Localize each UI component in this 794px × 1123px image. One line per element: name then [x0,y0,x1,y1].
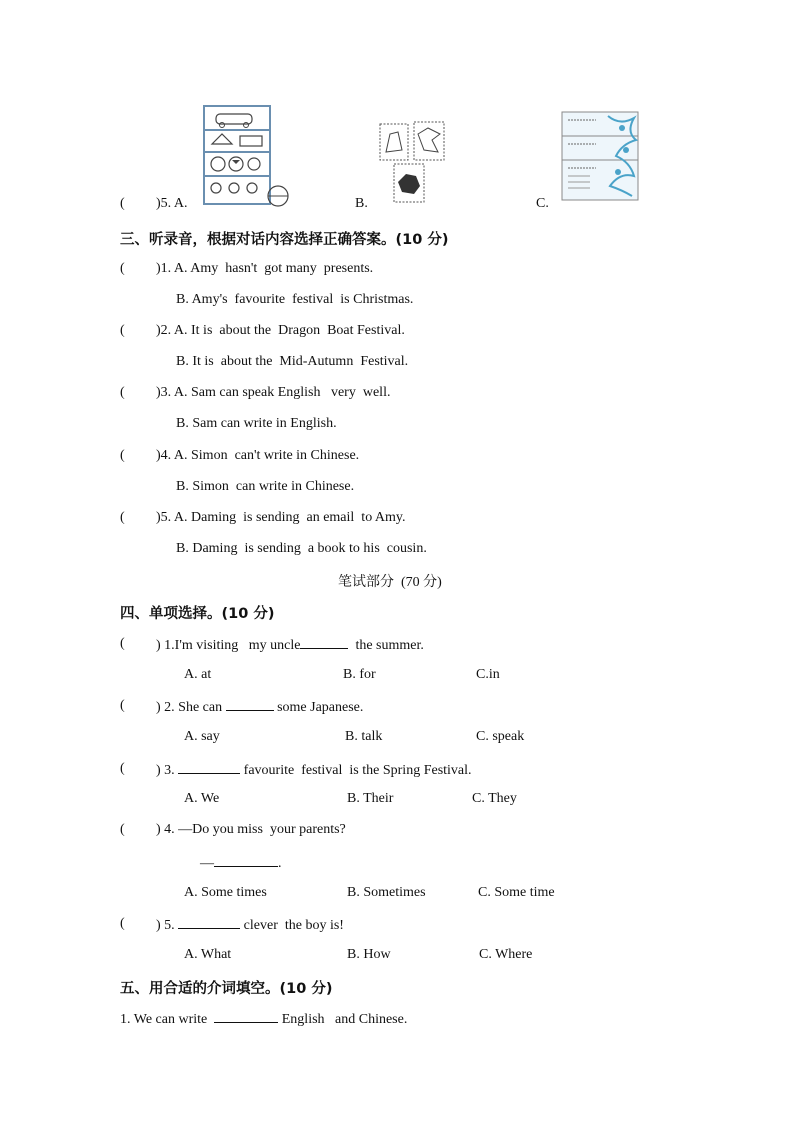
s3-q5-a: )5. A. Daming is sending an email to Amy. [156,510,406,525]
s4-q2-option-b: B. talk [345,729,383,744]
answer-blank[interactable] [300,635,348,649]
s4-q3-option-b: B. Their [347,791,394,806]
section4-title: 四、单项选择。(10 分) [120,606,275,622]
q5-label-c: C. [536,196,549,211]
s4-q2-option-a: A. say [184,729,220,744]
s4-q1-option-b: B. for [343,667,376,682]
s3-q2-a: )2. A. It is about the Dragon Boat Festival. [156,323,405,338]
s4-q4-option-c: C. Some time [478,885,555,900]
s3-q4-b: B. Simon can write in Chinese. [176,479,355,494]
s3-q3-a: )3. A. Sam can speak English very well. [156,385,391,400]
s4-q3-stem: ) 3. favourite festival is the Spring Festival. [156,760,472,780]
s3-q3-b: B. Sam can write in English. [176,416,337,431]
answer-blank[interactable] [226,697,274,711]
section3-title: 三、听录音，根据对话内容选择正确答案。(10 分) [120,232,449,248]
s4-q1-option-a: A. at [184,667,212,682]
q5-label-b: B. [355,196,368,211]
written-part-title: 笔试部分 (70 分) [338,575,442,590]
s4-q3-option-a: A. We [184,791,220,806]
s4-q5-paren: ( [120,916,125,931]
answer-blank[interactable] [178,915,240,929]
s3-q1-a: )1. A. Amy hasn't got many presents. [156,261,374,276]
stamps-picture [378,120,448,206]
answer-blank[interactable] [214,853,278,867]
q5-label-a: )5. A. [156,196,188,211]
s3-q1-paren: ( [120,261,125,276]
s3-q1-b: B. Amy's favourite festival is Christmas. [176,292,414,307]
postcards-picture [560,110,640,202]
s4-q1-option-c: C.in [476,667,500,682]
s4-q3-paren: ( [120,761,125,776]
s4-q5-stem: ) 5. clever the boy is! [156,915,344,935]
s4-q2-stem: ) 2. She can some Japanese. [156,697,363,717]
section5-title: 五、用合适的介词填空。(10 分) [120,981,333,997]
s4-q1-stem: ) 1.I'm visiting my uncle the summer. [156,635,424,655]
answer-blank[interactable] [178,760,240,774]
s4-q4-stem: ) 4. —Do you miss your parents? [156,822,346,837]
s3-q5-b: B. Daming is sending a book to his cousin. [176,541,427,556]
s4-q5-option-b: B. How [347,947,391,962]
answer-blank[interactable] [214,1009,278,1023]
toy-shelf-picture [200,104,290,208]
s4-q4-paren: ( [120,822,125,837]
s4-q4-answer-line: — . [200,853,282,873]
q5-paren-open: ( [120,196,125,211]
s3-q5-paren: ( [120,510,125,525]
s4-q4-option-b: B. Sometimes [347,885,426,900]
s3-q4-paren: ( [120,448,125,463]
s4-q2-paren: ( [120,698,125,713]
s3-q2-paren: ( [120,323,125,338]
s4-q5-option-c: C. Where [479,947,533,962]
s3-q3-paren: ( [120,385,125,400]
s4-q1-paren: ( [120,636,125,651]
s4-q3-option-c: C. They [472,791,517,806]
s5-q1: 1. We can write English and Chinese. [120,1009,407,1029]
s4-q2-option-c: C. speak [476,729,525,744]
s4-q4-option-a: A. Some times [184,885,267,900]
s3-q4-a: )4. A. Simon can't write in Chinese. [156,448,360,463]
s4-q5-option-a: A. What [184,947,232,962]
s3-q2-b: B. It is about the Mid-Autumn Festival. [176,354,409,369]
